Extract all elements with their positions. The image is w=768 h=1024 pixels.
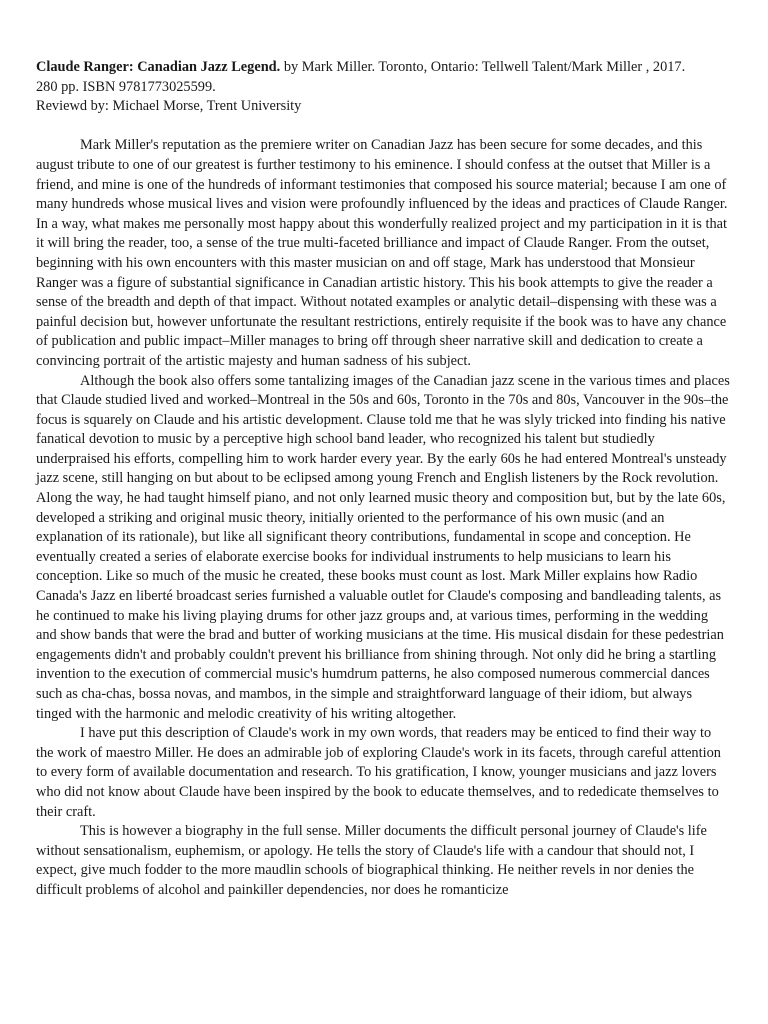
paragraph: This is however a biography in the full sense. Miller documents the difficult personal journey of Claude's life without sensationalism, euphemism, or apology. He tells the story of Claude's life with a candour that should not, I expect, give much fodder to the more maudlin schools of biographical thinking. He neither revels in nor denies the difficult problems of alcohol and painkiller dependencies, nor does he romanticize: [36, 823, 707, 898]
citation-details: 280 pp. ISBN 9781773025599.: [36, 78, 216, 95]
citation-line: [36, 58, 730, 78]
paragraph: Although the book also offers some tantalizing images of the Canadian jazz scene in the various times and places that Claude studied lived and worked–Montreal in the 50s and 60s, Toronto in the 70s and 80s, Vancouver in the 90s–the focus is squarely on Claude and his artistic development. Clause told me that he was slyly tricked into finding his native fanatical devotion to music by a perceptive high school band leader, who recognized his talent but studiedly underpraised his efforts, compelling him to work harder every year. By the early 60s he had entered Montreal's unsteady jazz scene, still hanging on but about to be eclipsed among young French and English listeners by the Rock revolution. Along the way, he had taught himself piano, and not only learned music theory and composition but, but by the late 60s, developed a striking and original music theory, initially oriented to the performance of his own music (and an explanation of its rationale), but like all significant theory contributions, fundamental in scope and conception. He eventually created a series of elaborate exercise books for individual instruments to help musicians to learn his conception. Like so much of the music he created, these books must count as lost. Mark Miller explains how Radio Canada's Jazz en liberté broadcast series furnished a valuable outlet for Claude's composing and bandleading talents, as he continued to make his living playing drums for other jazz groups and, at various times, performing in the wedding and show bands that were the brad and butter of working musicians at the time. His musical disdain for these pedestrian engagements didn't and probably couldn't prevent his brilliance from shining through. Not only did he bring a startling invention to the execution of commercial music's humdrum patterns, he also composed numerous commercial dances such as cha-chas, bossa novas, and mambos, in the simple and straightforward language of their idiom, but always tinged with the harmonic and melodic creativity of his writing altogether.: [36, 372, 730, 722]
review-header: [36, 58, 730, 117]
review-body: [36, 136, 730, 900]
paragraph: I have put this description of Claude's work in my own words, that readers may be enticed to find their way to the work of maestro Miller. He does an admirable job of exploring Claude's work in its facets, through careful attention to every form of available documentation and research. To his gratification, I know, younger musicians and jazz lovers who did not know about Claude have been inspired by the book to educate themselves, and to rededicate themselves to their craft.: [36, 725, 721, 820]
reviewer-line: Reviewd by: Michael Morse, Trent University: [36, 98, 302, 115]
citation-publication: by Mark Miller. Toronto, Ontario: Tellwell Talent/Mark Miller , 2017.: [280, 59, 686, 75]
book-title: Claude Ranger: Canadian Jazz Legend.: [36, 59, 281, 75]
paragraph: Mark Miller's reputation as the premiere writer on Canadian Jazz has been secure for some decades, and this august tribute to one of our greatest is further testimony to his eminence. I should confess at the outset that Miller is a friend, and mine is one of the hundreds of informant testimonies that composed his source material; because I am one of many hundreds whose musical lives and vision were profoundly influenced by the ideas and practices of Claude Ranger. In a way, what makes me personally most happy about this wonderfully realized project and my participation in it is that it will bring the reader, too, a sense of the true multi-faceted brilliance and impact of Claude Ranger. From the outset, beginning with his own encounters with this master musician on and off stage, Mark has understood that Monsieur Ranger was a figure of substantial significance in Canadian artistic history. This his book attempts to give the reader a sense of the breadth and depth of that impact. Without notated examples or analytic detail–dispensing with these was a painful decision but, however unfortunate the resultant restrictions, entirely requisite if the book was to have any chance of publication and public impact–Miller manages to bring off through sheer narrative skill and dedication to create a convincing portrait of the artistic majesty and human sadness of his subject.: [36, 137, 728, 369]
